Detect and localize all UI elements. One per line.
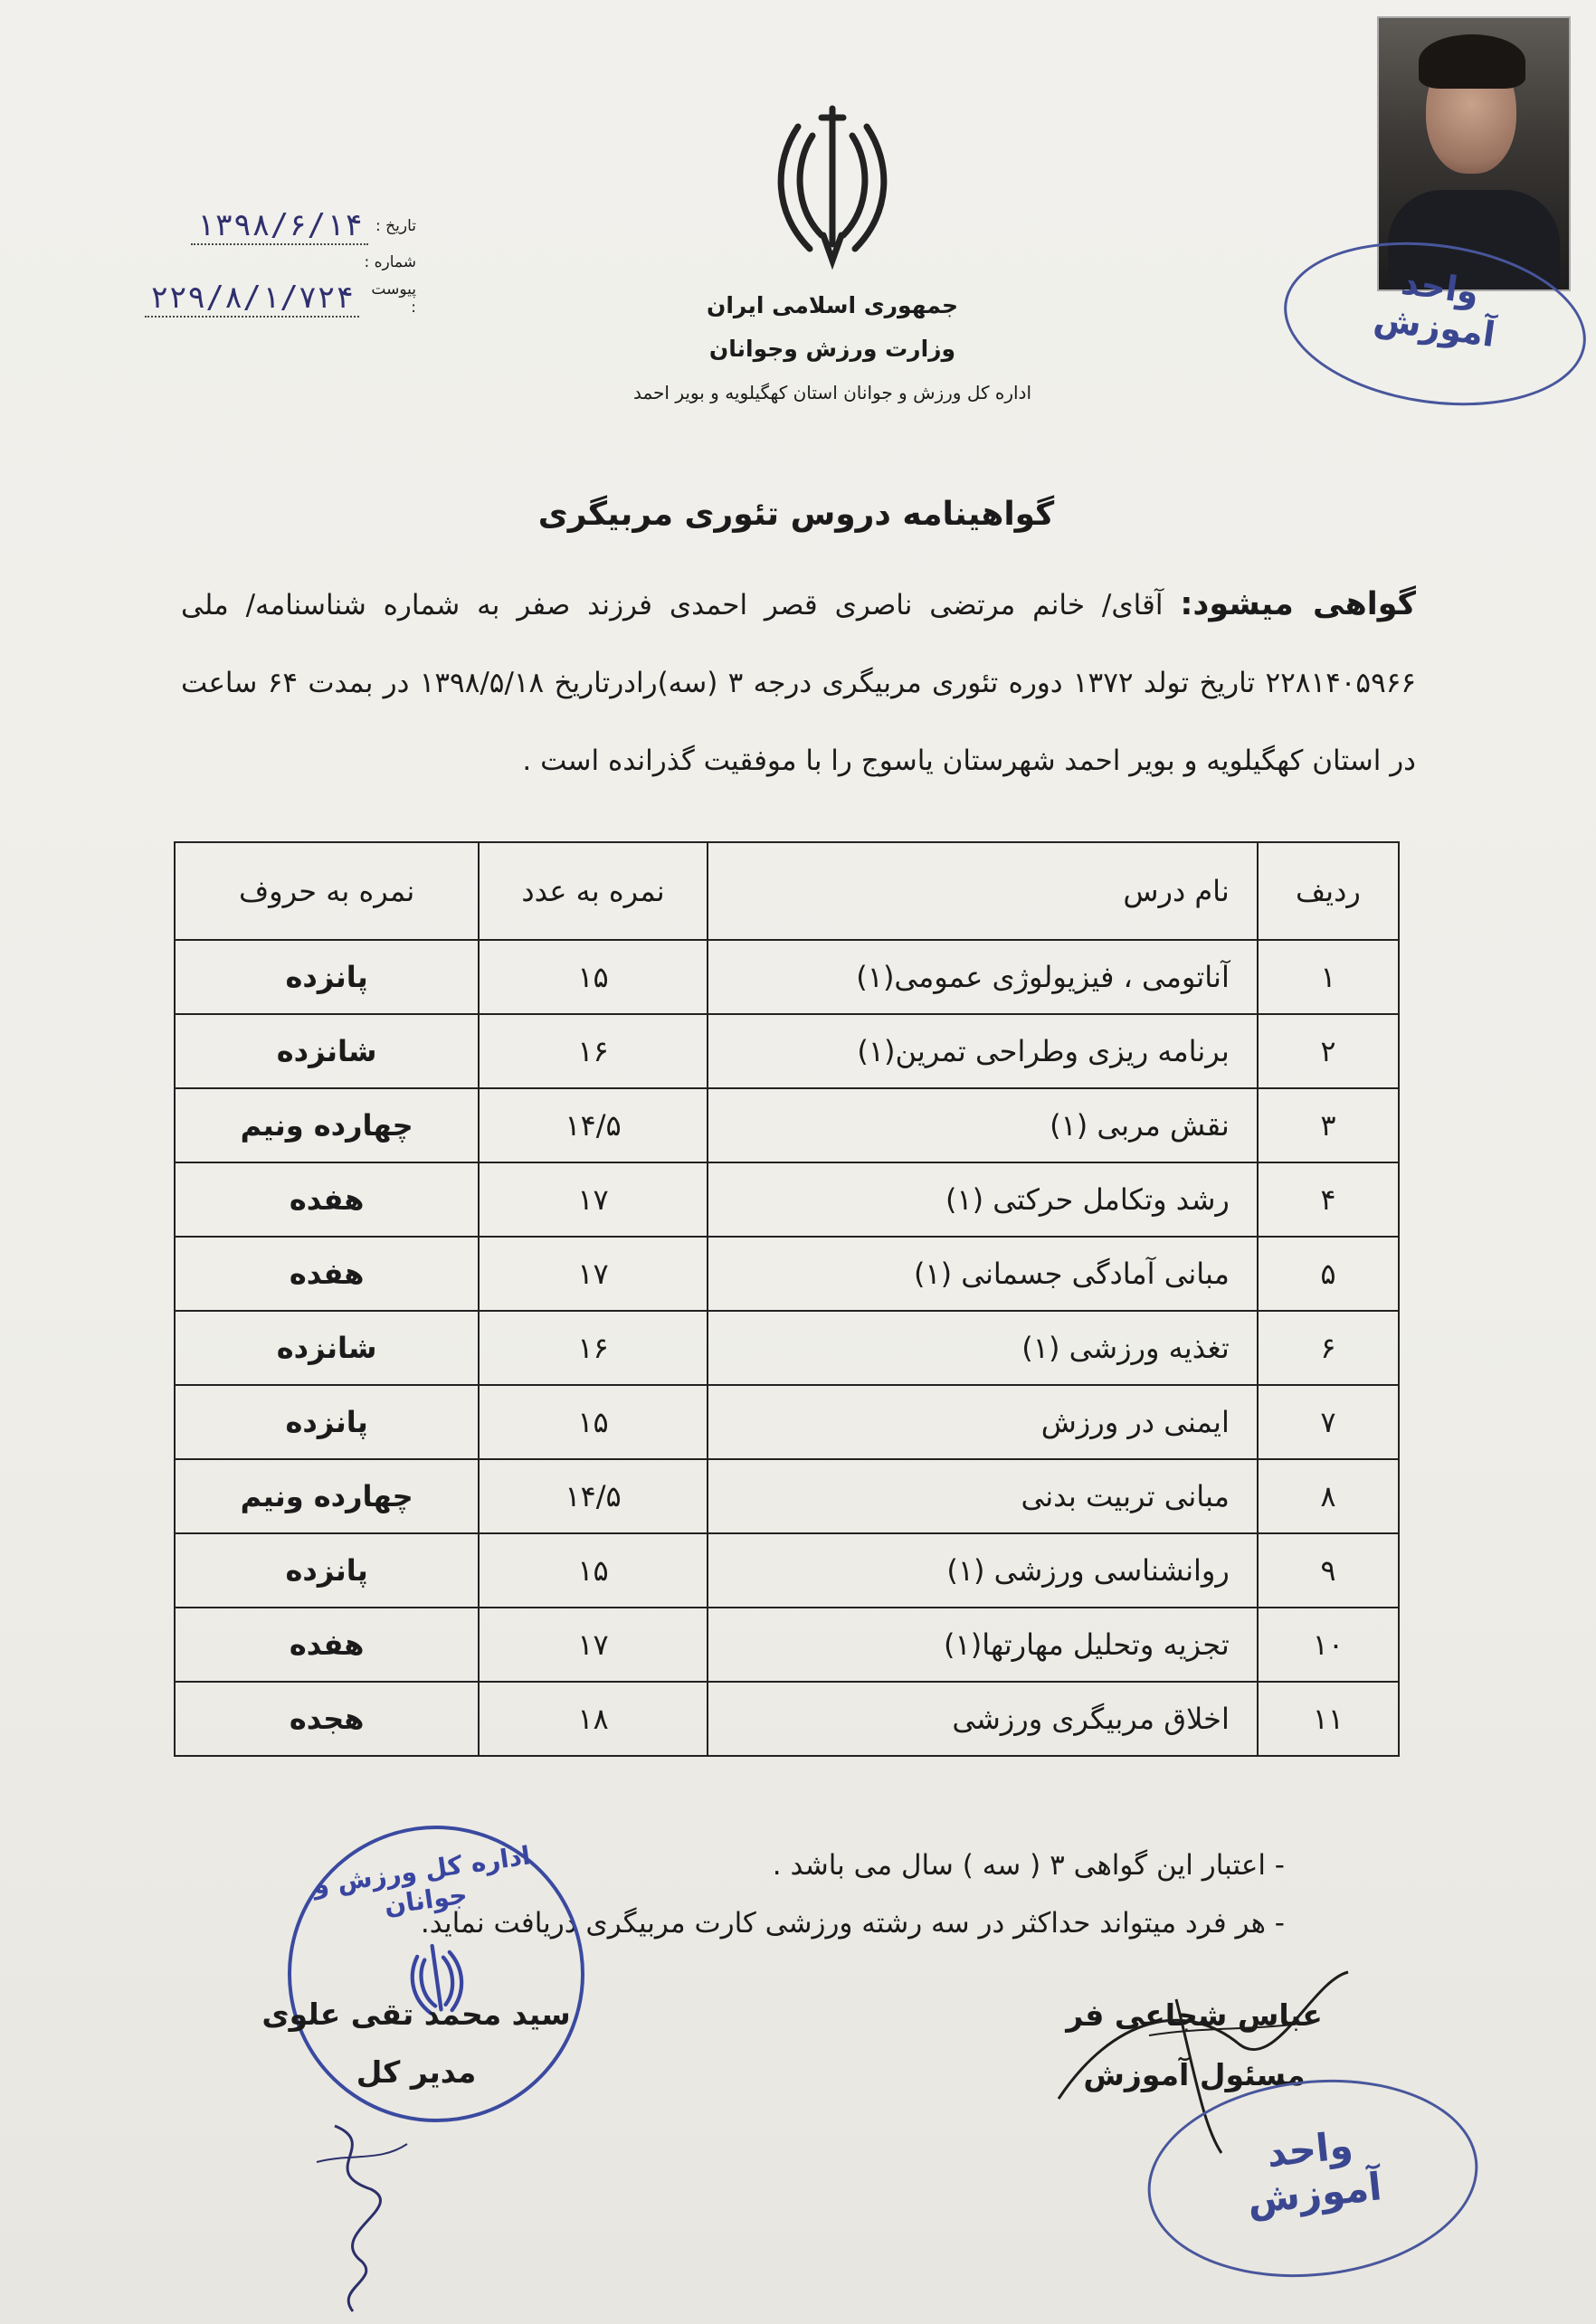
grade-words: شانزده	[175, 1014, 479, 1088]
photo-stamp-line1: واحد	[1399, 261, 1482, 313]
note-validity: - اعتبار این گواهی ۳ ( سه ) سال می باشد .	[772, 1849, 1285, 1882]
grades-table-body	[175, 940, 1399, 1756]
education-signer-role: مسئول آموزش	[1083, 2057, 1306, 2092]
grade-number: ۱۵	[479, 1385, 707, 1459]
course-name: آناتومی ، فیزیولوژی عمومی(۱)	[708, 940, 1258, 1014]
table-row	[175, 1385, 1399, 1459]
grade-number: ۱۷	[479, 1608, 707, 1682]
course-name: روانشناسی ورزشی (۱)	[708, 1533, 1258, 1608]
row-number: ۶	[1258, 1311, 1399, 1385]
country-name: جمهوری اسلامی ایران	[707, 292, 958, 318]
row-number: ۹	[1258, 1533, 1399, 1608]
grade-words: پانزده	[175, 1533, 479, 1608]
table-row	[175, 940, 1399, 1014]
course-name: اخلاق مربیگری ورزشی	[708, 1682, 1258, 1756]
grade-words: پانزده	[175, 940, 479, 1014]
office-name: اداره کل ورزش و جوانان استان کهگیلویه و بویر احمد	[632, 382, 1032, 403]
row-number: ۱۰	[1258, 1608, 1399, 1682]
course-name: ایمنی در ورزش	[708, 1385, 1258, 1459]
row-number: ۸	[1258, 1459, 1399, 1533]
header-grade-number: نمره به عدد	[479, 842, 707, 940]
grade-number: ۱۷	[479, 1237, 707, 1311]
photo-stamp-line2: آموزش	[1371, 298, 1498, 356]
course-name: تجزیه وتحلیل مهارتها(۱)	[708, 1608, 1258, 1682]
stamp-line1: واحد	[1264, 2122, 1355, 2177]
grade-number: ۱۸	[479, 1682, 707, 1756]
row-number: ۱۱	[1258, 1682, 1399, 1756]
row-number: ۳	[1258, 1088, 1399, 1162]
row-number: ۷	[1258, 1385, 1399, 1459]
certificate-title: گواهینامه دروس تئوری مربیگری	[537, 496, 1055, 533]
course-name: نقش مربی (۱)	[708, 1088, 1258, 1162]
grade-words: شانزده	[175, 1311, 479, 1385]
row-number: ۱	[1258, 940, 1399, 1014]
table-row	[175, 1533, 1399, 1608]
grade-words: هفده	[175, 1162, 479, 1237]
certificate-text: آقای/ خانم مرتضی ناصری قصر احمدی فرزند صفر به شماره شناسنامه/ ملی ۲۲۸۱۴۰۵۹۶۶ تاریخ تولد ۱۳۷۲ دوره تئوری مربیگری درجه ۳ (سه)رادرتاریخ ۱۳۹۸/۵/۱۸ در بمدت ۶۴ ساعت در استان کهگیلویه و بویر احمد شهرستان یاسوج را با موفقیت گذرانده است .	[181, 589, 1417, 777]
certificate-lead: گواهی میشود:	[1180, 586, 1417, 622]
table-row	[175, 1088, 1399, 1162]
grade-words: هجده	[175, 1682, 479, 1756]
table-header-row	[175, 842, 1399, 940]
director-signature	[226, 1986, 606, 2101]
course-name: تغذیه ورزشی (۱)	[708, 1311, 1258, 1385]
table-row	[175, 1014, 1399, 1088]
date-label: تاریخ :	[375, 217, 416, 235]
photo-hair	[1419, 34, 1525, 89]
grade-words: چهارده ونیم	[175, 1459, 479, 1533]
letterhead	[579, 100, 1086, 414]
table-row	[175, 1459, 1399, 1533]
grades-table	[174, 841, 1400, 1757]
course-name: رشد وتکامل حرکتی (۱)	[708, 1162, 1258, 1237]
grade-number: ۱۶	[479, 1311, 707, 1385]
course-name: برنامه ریزی وطراحی تمرین(۱)	[708, 1014, 1258, 1088]
ministry-name: وزارت ورزش وجوانان	[708, 336, 956, 362]
iran-emblem-icon	[769, 100, 896, 271]
director-signature-scribble-icon	[299, 2108, 434, 2316]
table-row	[175, 1162, 1399, 1237]
date-value: ۱۳۹۸/۶/۱۴	[191, 207, 368, 245]
grade-number: ۱۷	[479, 1162, 707, 1237]
grade-number: ۱۴/۵	[479, 1459, 707, 1533]
grade-words: هفده	[175, 1237, 479, 1311]
grade-number: ۱۵	[479, 1533, 707, 1608]
director-name: سید محمد تقی علوی	[261, 1997, 571, 2032]
attachment-row	[145, 280, 416, 317]
row-number: ۵	[1258, 1237, 1399, 1311]
table-row	[175, 1608, 1399, 1682]
row-number: ۴	[1258, 1162, 1399, 1237]
grade-number: ۱۵	[479, 940, 707, 1014]
number-value: ۲۲۹/۸/۱/۷۲۴	[145, 280, 359, 318]
grade-number: ۱۶	[479, 1014, 707, 1088]
certificate-body	[181, 565, 1416, 800]
number-row	[145, 244, 416, 280]
course-name: مبانی تربیت بدنی	[708, 1459, 1258, 1533]
grade-number: ۱۴/۵	[479, 1088, 707, 1162]
row-number: ۲	[1258, 1014, 1399, 1088]
table-row	[175, 1237, 1399, 1311]
grade-words: هفده	[175, 1608, 479, 1682]
header-grade-words: نمره به حروف	[175, 842, 479, 940]
director-role: مدیر کل	[356, 2054, 477, 2090]
grade-words: چهارده ونیم	[175, 1088, 479, 1162]
table-row	[175, 1311, 1399, 1385]
course-name: مبانی آمادگی جسمانی (۱)	[708, 1237, 1258, 1311]
attachment-label: پیوست :	[371, 280, 416, 317]
date-row	[145, 208, 416, 244]
note-limit: - هر فرد میتواند حداکثر در سه رشته ورزشی کارت مربیگری دریافت نماید.	[420, 1907, 1285, 1940]
education-signer-name: عباس شجاعی فر	[1066, 1997, 1323, 2033]
letter-meta	[145, 208, 416, 317]
seal-ring-text: اداره کل ورزش و جوانان	[310, 1840, 533, 1921]
header-course-name: نام درس	[708, 842, 1258, 940]
table-row	[175, 1682, 1399, 1756]
header-row-number: ردیف	[1258, 842, 1399, 940]
number-label: شماره :	[364, 253, 416, 271]
grade-words: پانزده	[175, 1385, 479, 1459]
stamp-line2: آموزش	[1245, 2164, 1384, 2223]
